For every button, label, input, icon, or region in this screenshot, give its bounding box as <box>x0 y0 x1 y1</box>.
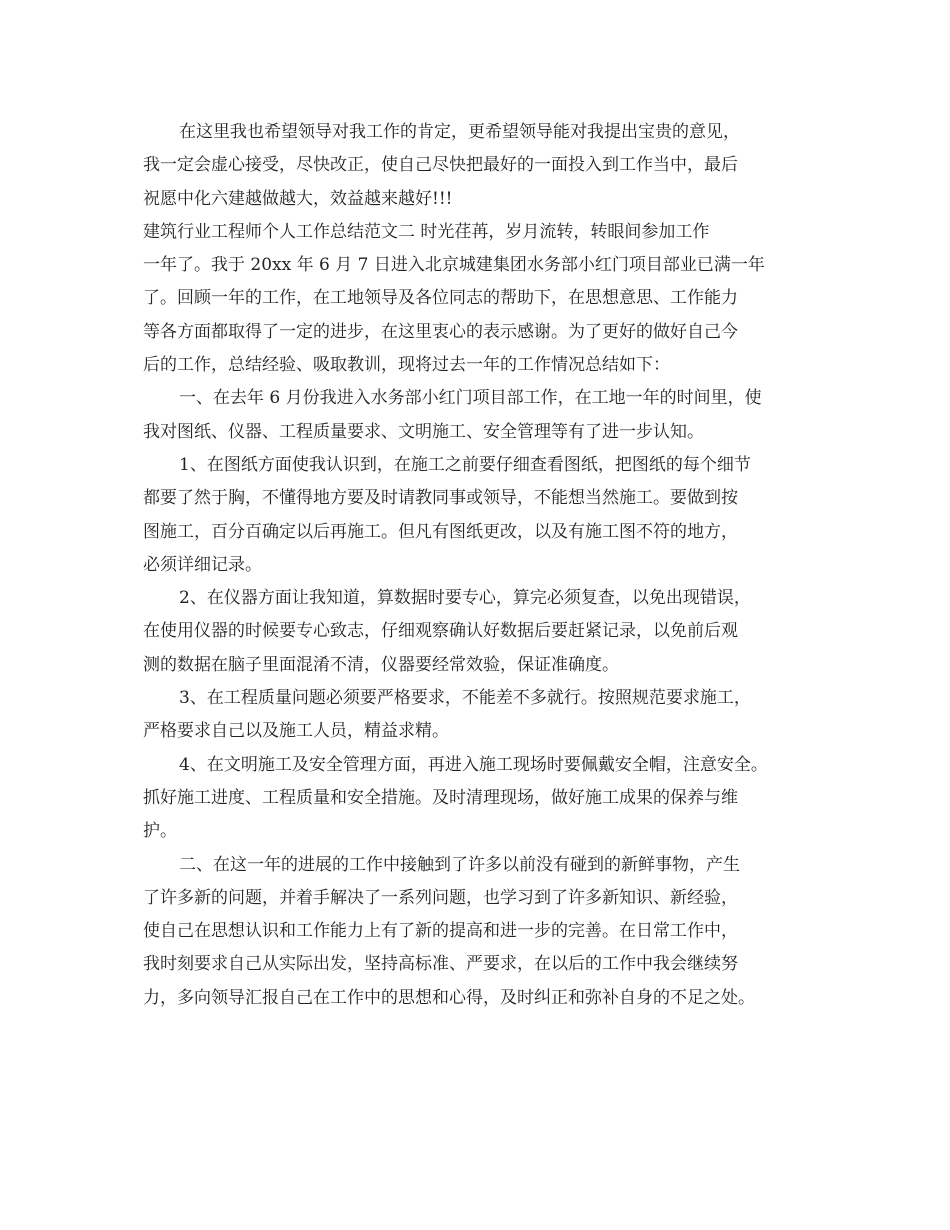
text-line: 后的工作，总结经验、吸取教训，现将过去一年的工作情况总结如下： <box>143 355 670 376</box>
text-line: 祝愿中化六建越做越大，效益越来越好!!! <box>143 188 453 209</box>
text-line: 测的数据在脑子里面混淆不清，仪器要经常效验，保证准确度。 <box>143 654 619 675</box>
text-line: 1、在图纸方面使我认识到，在施工之前要仔细查看图纸，把图纸的每个细节 <box>179 454 751 475</box>
document-body <box>143 116 823 1015</box>
text-line: 2、在仪器方面让我知道，算数据时要专心，算完必须复查，以免出现错误， <box>179 588 751 609</box>
text-line: 我时刻要求自己从实际出发，坚持高标准、严要求，在以后的工作中我会继续努 <box>143 954 738 975</box>
text-line: 一年了。我于 20xx 年 6 月 7 日进入北京城建集团水务部小红门项目部业已满一年 <box>143 255 765 276</box>
text-line: 抓好施工进度、工程质量和安全措施。及时清理现场，做好施工成果的保养与维 <box>143 787 738 808</box>
text-line: 我对图纸、仪器、工程质量要求、文明施工、安全管理等有了进一步认知。 <box>143 421 704 442</box>
text-line: 力，多向领导汇报自己在工作中的思想和心得，及时纠正和弥补自身的不足之处。 <box>143 987 755 1008</box>
text-line: 等各方面都取得了一定的进步，在这里衷心的表示感谢。为了更好的做好自己今 <box>143 321 738 342</box>
text-line: 3、在工程质量问题必须要严格要求，不能差不多就行。按照规范要求施工， <box>179 688 751 709</box>
text-line: 在使用仪器的时候要专心致志，仔细观察确认好数据后要赶紧记录，以免前后观 <box>143 621 738 642</box>
text-line: 严格要求自己以及施工人员，精益求精。 <box>143 721 449 742</box>
text-line: 一、在去年 6 月份我进入水务部小红门项目部工作，在工地一年的时间里，使 <box>179 388 762 409</box>
text-line: 在这里我也希望领导对我工作的肯定，更希望领导能对我提出宝贵的意见， <box>179 122 740 142</box>
text-line: 图施工，百分百确定以后再施工。但凡有图纸更改，以及有施工图不符的地方， <box>143 521 738 542</box>
text-line: 必须详细记录。 <box>143 554 262 575</box>
text-line: 二、在这一年的进展的工作中接触到了许多以前没有碰到的新鲜事物，产生 <box>179 854 740 875</box>
text-line: 我一定会虚心接受，尽快改正，使自己尽快把最好的一面投入到工作当中，最后 <box>143 155 738 176</box>
text-line: 4、在文明施工及安全管理方面，再进入施工现场时要佩戴安全帽，注意安全。 <box>179 754 768 775</box>
text-line: 护。 <box>143 821 177 842</box>
text-line: 了许多新的问题，并着手解决了一系列问题，也学习到了许多新知识、新经验， <box>143 887 738 908</box>
text-line: 了。回顾一年的工作，在工地领导及各位同志的帮助下，在思想意思、工作能力 <box>143 288 738 309</box>
text-line: 建筑行业工程师个人工作总结范文二 时光荏苒，岁月流转，转眼间参加工作 <box>143 221 710 242</box>
text-line: 都要了然于胸，不懂得地方要及时请教同事或领导，不能想当然施工。要做到按 <box>143 488 738 509</box>
text-line: 使自己在思想认识和工作能力上有了新的提高和进一步的完善。在日常工作中， <box>143 921 738 942</box>
